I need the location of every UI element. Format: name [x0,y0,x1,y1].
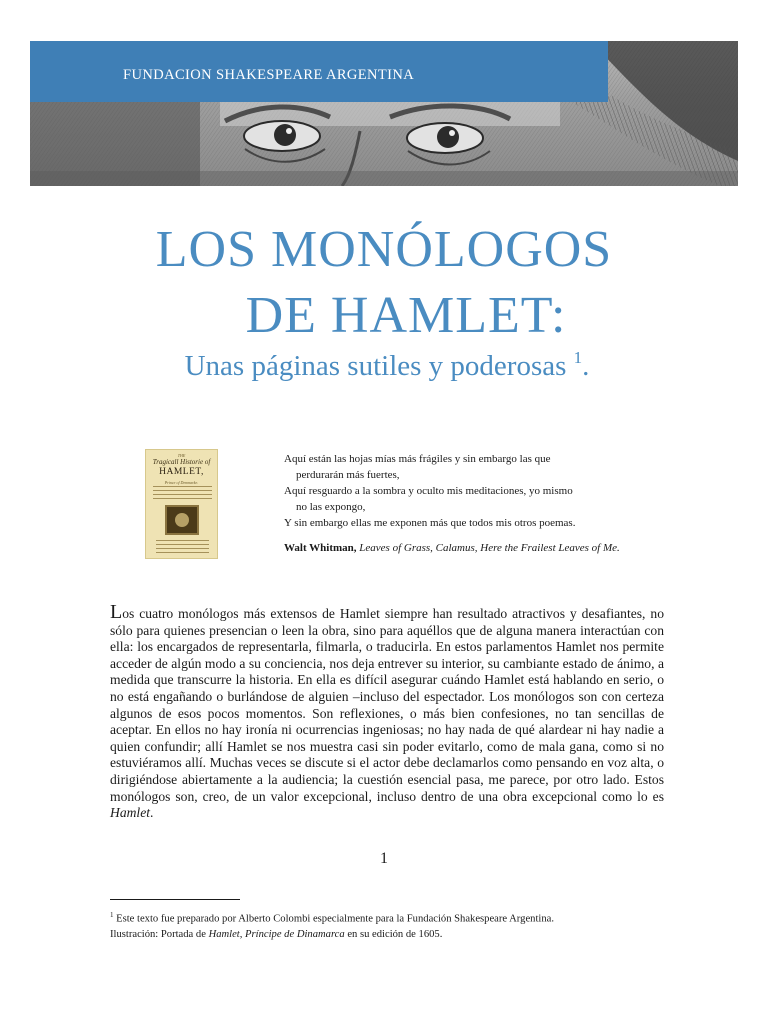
footnote-text: Este texto fue preparado por Alberto Colombi especialmente para la Fundación Shakespeare Argentina. [113,913,554,925]
header-banner [30,41,738,186]
cover-line-1: Tragicall Historie of [152,458,211,466]
subtitle-period: . [582,350,590,382]
printer-emblem-icon [165,505,199,535]
page-number: 1 [380,850,388,867]
cover-the: THE [177,453,186,458]
footnote-line-2 [110,927,670,942]
hamlet-1605-cover-image [145,449,218,559]
cover-foot-line [156,548,209,549]
title-line-2: DE HAMLET: [245,287,567,344]
footnote-divider [110,899,240,900]
drop-cap: L [110,601,123,623]
cover-foot-line [156,540,209,541]
epigraph-line: perdurarán más fuertes, [296,469,400,481]
epigraph-line: Y sin embargo ellas me exponen más que todos mis otros poemas. [284,517,576,529]
footnote-text: Ilustración: Portada de [110,928,209,940]
epigraph [284,451,704,556]
cover-line-2: HAMLET, [159,467,204,477]
body-paragraph [110,601,664,822]
body-italic-title: Hamlet [110,805,151,821]
body-text-end: . [150,805,154,821]
footnote-text: en su edición de 1605. [344,928,443,940]
subtitle-text: Unas páginas sutiles y poderosas [184,350,567,382]
cover-foot-line [156,552,209,553]
body-text: os cuatro monólogos más extensos de Hamlet siempre han resultado atractivos y desafiantes, no sólo para quienes presencian o leen la obra, sino para aquéllos que de alguna manera interactúan con ella: los encargados de representarla, filmarla, o traducirla. En estos parlamentos Hamlet nos permite acceder de algún modo a su conciencia, nos deja entrever su interior, su cambiante estado de ánimo, a medida que transcurre la historia. En ella es difícil asegurar cuándo Hamlet está hablando en serio, o no está engañando o burlándose de alguien –incluso del espectador. Los monólogos son con certeza algunos de esos pocos momentos. Son reflexiones, o más bien confesiones, no tan sencillas de aceptar. En ellos no hay ironía ni ocurrencias ingeniosas; no hay nada de qué alardear ni hay nadie a quien confundir; allí Hamlet se nos muestra casi sin poder evitarlo, como de mala gana, como si no estuviéramos allí. Muchas veces se discute si el actor debe declamarlos como pensando en voz alta, o dirigiéndose abiertamente a la audiencia; la cuestión esencial pasa, me parece, por otro lado. Estos monólogos son, creo, de un valor excepcional, incluso dentro de una obra excepcional como lo es [110,606,664,804]
footnote-italic: Hamlet, Príncipe de Dinamarca [208,928,345,940]
footnote [110,908,670,942]
cover-line-3: Prince of Denmarke. [164,480,199,485]
footnote-ref: 1 [110,911,114,919]
header-title-bar [30,41,608,102]
organization-name: FUNDACION SHAKESPEARE ARGENTINA [123,67,415,83]
subtitle-footnote-ref[interactable]: 1 [573,348,583,367]
subtitle [0,350,768,383]
epigraph-source [284,540,704,556]
cover-foot-line [156,544,209,545]
cover-text-lines [153,486,212,502]
title-line-1: LOS MONÓLOGOS [155,221,613,278]
epigraph-work: Leaves of Grass, Calamus, Here the Frailest Leaves of Me. [359,542,620,554]
footnote-line-1 [110,908,670,927]
epigraph-line: Aquí están las hojas mías más frágiles y sin embargo las que [284,453,551,465]
epigraph-line: Aquí resguardo a la sombra y oculto mis meditaciones, yo mismo [284,485,573,497]
epigraph-line: no las expongo, [296,501,366,513]
epigraph-author: Walt Whitman, [284,542,357,554]
